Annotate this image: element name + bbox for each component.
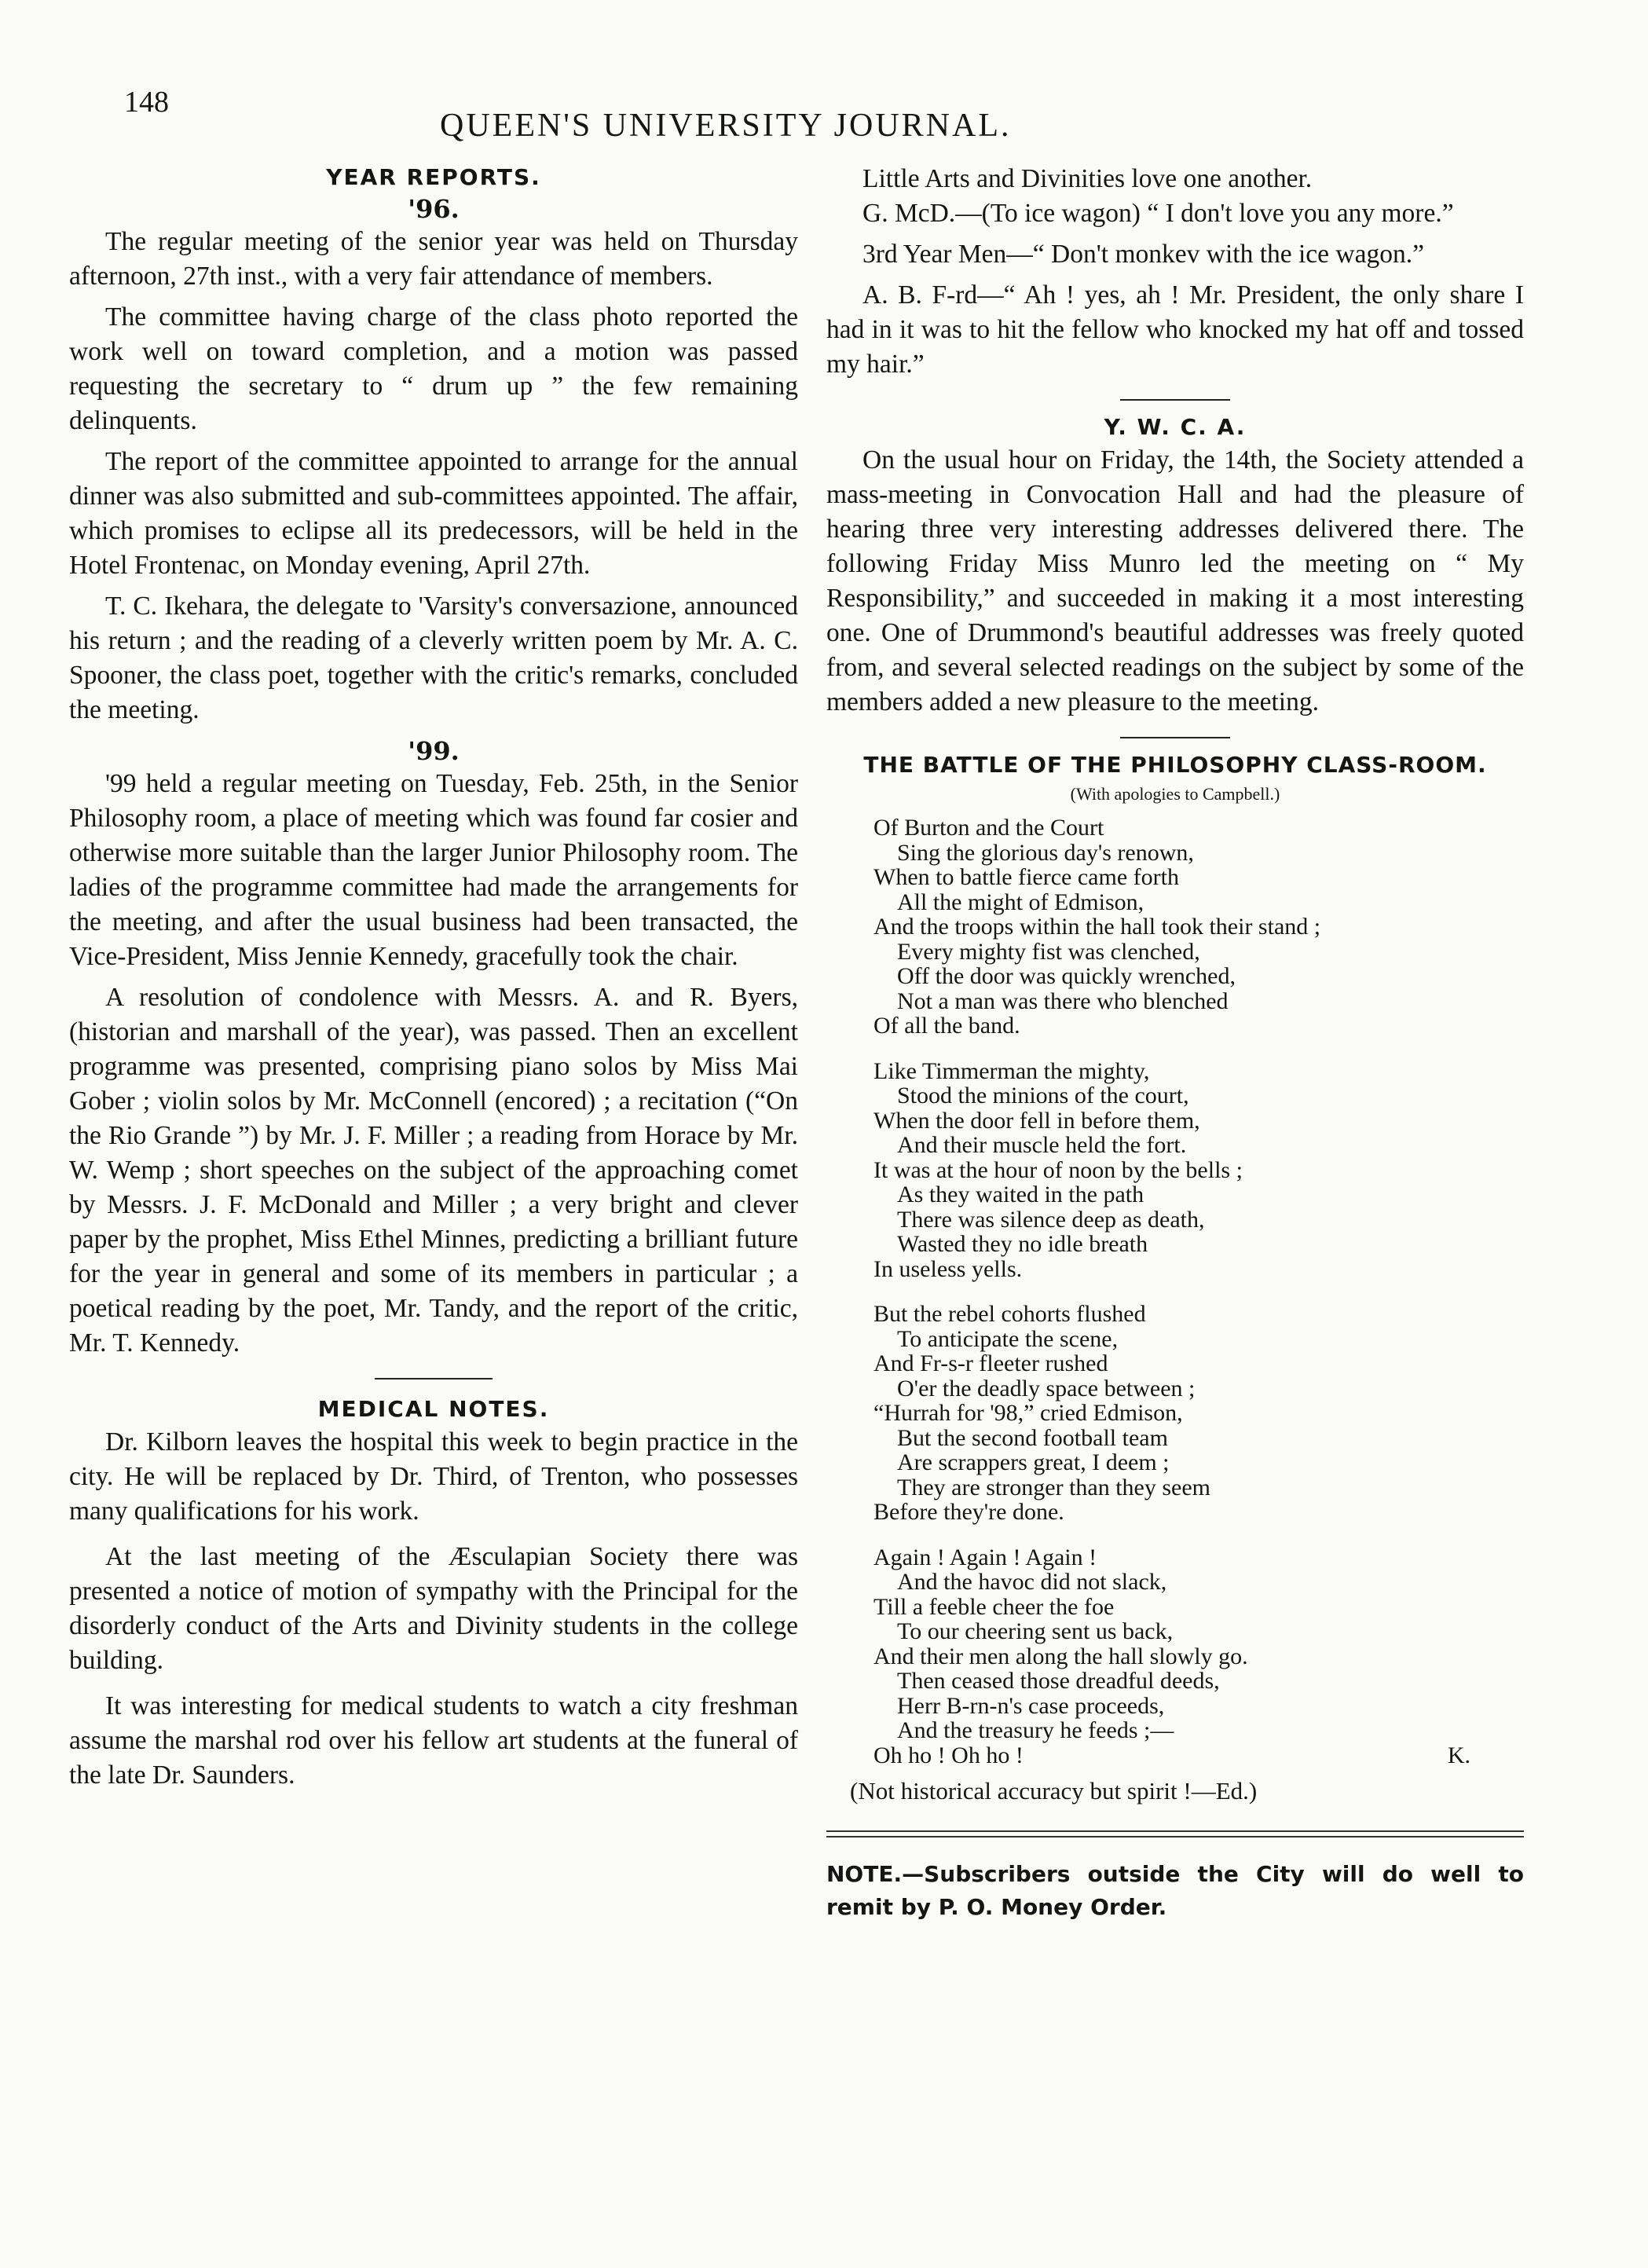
poem-stanza	[873, 1545, 1524, 1768]
poem-line: And Fr-s-r fleeter rushed	[873, 1350, 1108, 1376]
medical-notes-heading: MEDICAL NOTES.	[317, 1396, 550, 1422]
poem-line: Wasted they no idle breath	[897, 1231, 1148, 1257]
poem-line: To anticipate the scene,	[897, 1325, 1119, 1352]
double-rule	[826, 1830, 1524, 1837]
poem-line: And the troops within the hall took their stand ;	[873, 914, 1321, 940]
poem-stanza	[873, 1059, 1524, 1282]
poem-line: Of all the band.	[873, 1013, 1020, 1039]
year-99-heading: '99.	[408, 736, 460, 766]
poem-line: “Hurrah for '98,” cried Edmison,	[873, 1400, 1183, 1426]
subscription-notice: NOTE.—Subscribers outside the City will do well to remit by P. O. Money Order.	[826, 1861, 1524, 1920]
y96-paragraph: T. C. Ikehara, the delegate to 'Varsity's conversazione, announced his return ; and the reading of a cleverly written poem by Mr. A. C. Spooner, the class poet, together with the critic's remarks, concluded the meeting.	[69, 592, 798, 724]
poem-line: Herr B-rn-n's case proceeds,	[897, 1692, 1165, 1719]
jokes-line: 3rd Year Men—“ Don't monkev with the ice wagon.”	[862, 240, 1424, 269]
poem-line: As they waited in the path	[897, 1182, 1144, 1207]
medical-paragraph: It was interesting for medical students to watch a city freshman assume the marshal rod over his fellow art students at the funeral of the late Dr. Saunders.	[69, 1691, 798, 1790]
poem-line: Then ceased those dreadful deeds,	[897, 1668, 1220, 1694]
poem-line: Are scrappers great, I deem ;	[897, 1449, 1170, 1475]
poem-signature: K.	[1447, 1742, 1470, 1768]
jokes-line: A. B. F-rd—“ Ah ! yes, ah ! Mr. President, the only share I had in it was to hit the fellow who knocked my hat off and tossed my hair.”	[826, 280, 1524, 379]
poem-line: Like Timmerman the mighty,	[873, 1057, 1150, 1084]
poem-line: But the second football team	[897, 1424, 1168, 1451]
poem-line: Again ! Again ! Again !	[873, 1544, 1097, 1570]
medical-paragraph: At the last meeting of the Æsculapian Society there was presented a notice of motion of sympathy with the Principal for the disorderly conduct of the Arts and Divinity students in the college building.	[69, 1542, 798, 1675]
poem-title: THE BATTLE OF THE PHILOSOPHY CLASS-ROOM.	[863, 752, 1487, 778]
ywca-heading: Y. W. C. A.	[1104, 414, 1247, 440]
poem-line: It was at the hour of noon by the bells ;	[873, 1156, 1243, 1183]
right-column	[826, 162, 1524, 1924]
y96-paragraph: The regular meeting of the senior year was held on Thursday afternoon, 27th inst., with a very fair attendance of members.	[69, 227, 798, 291]
poem-line: Oh ho ! Oh ho !	[873, 1742, 1024, 1768]
poem-line: O'er the deadly space between ;	[897, 1375, 1196, 1401]
poem-line: But the rebel cohorts flushed	[873, 1301, 1146, 1327]
poem-line: Before they're done.	[873, 1499, 1064, 1525]
section-divider	[1120, 399, 1230, 401]
poem-stanza	[873, 1302, 1524, 1525]
poem-line: To our cheering sent us back,	[897, 1618, 1174, 1644]
poem-line: Stood the minions of the court,	[897, 1083, 1189, 1108]
poem-line: Of Burton and the Court	[873, 815, 1104, 841]
poem-line: When the door fell in before them,	[873, 1107, 1200, 1134]
poem-line: Till a feeble cheer the foe	[873, 1593, 1115, 1620]
poem-line: Every mighty fist was clenched,	[897, 938, 1200, 965]
section-divider	[1120, 737, 1230, 738]
y99-paragraph: '99 held a regular meeting on Tuesday, Feb. 25th, in the Senior Philosophy room, a place of meeting which was found far cosier and otherwise more suitable than the larger Junior Philosophy room. The ladies of the programme committee had made the arrangements for the meeting, and after the usual business had been transacted, the Vice-President, Miss Jennie Kennedy, gracefully took the chair.	[69, 769, 798, 971]
poem-line: They are stronger than they seem	[897, 1474, 1211, 1500]
poem-line: In useless yells.	[873, 1255, 1023, 1282]
page-number: 148	[124, 86, 169, 119]
editor-note: (Not historical accuracy but spirit !—Ed.)	[850, 1777, 1258, 1805]
poem-stanza	[873, 815, 1524, 1039]
poem-line: Off the door was quickly wrenched,	[897, 963, 1236, 989]
poem-line: And their muscle held the fort.	[897, 1132, 1187, 1158]
poem-line: There was silence deep as death,	[897, 1206, 1205, 1233]
section-divider	[375, 1378, 493, 1379]
running-title: QUEEN'S UNIVERSITY JOURNAL.	[440, 108, 1012, 144]
poem-line: When to battle fierce came forth	[873, 864, 1179, 890]
left-column	[69, 162, 798, 1793]
poem-final-line	[873, 1743, 1470, 1768]
medical-paragraph: Dr. Kilborn leaves the hospital this week to begin practice in the city. He will be replaced by Dr. Third, of Trenton, who possesses many qualifications for his work.	[69, 1427, 798, 1526]
y99-paragraph: A resolution of condolence with Messrs. A. and R. Byers, (historian and marshall of the year), was passed. Then an excellent programme was presented, comprising piano solos by Miss Mai Gober ; violin solos by Mr. McConnell (encored) ; a recitation (“On the Rio Grande ”) by Mr. J. F. Miller ; a reading from Horace by Mr. W. Wemp ; short speeches on the subject of the approaching comet by Messrs. J. F. McDonald and Miller ; a very bright and clever paper by the prophet, Miss Ethel Minnes, predicting a brilliant future for the year in general and some of its members in particular ; a poetical reading by the poet, Mr. Tandy, and the report of the critic, Mr. T. Kennedy.	[69, 983, 798, 1358]
poem-line: And the havoc did not slack,	[897, 1569, 1167, 1595]
year-96-heading: '96.	[408, 194, 460, 224]
y96-paragraph: The report of the committee appointed to arrange for the annual dinner was also submitted and sub-committees appointed. The affair, which promises to eclipse all its predecessors, will be held in the Hotel Frontenac, on Monday evening, April 27th.	[69, 447, 798, 580]
poem-line: And the treasury he feeds ;—	[897, 1717, 1174, 1743]
jokes-line: Little Arts and Divinities love one another.	[862, 164, 1313, 193]
poem-line: Sing the glorious day's renown,	[897, 839, 1194, 866]
poem-line: And their men along the hall slowly go.	[873, 1643, 1248, 1669]
ywca-paragraph: On the usual hour on Friday, the 14th, the Society attended a mass-meeting in Convocation Hall and had the pleasure of hearing three very interesting addresses delivered there. The following Friday Miss Munro led the meeting on “ My Responsibility,” and succeeded in making it a most interesting one. One of Drummond's beautiful addresses was freely quoted from, and several selected readings on the subject by some of the members added a new pleasure to the meeting.	[826, 445, 1524, 716]
year-reports-heading: YEAR REPORTS.	[326, 164, 541, 190]
poem-subtitle: (With apologies to Campbell.)	[1070, 784, 1280, 804]
jokes-line: G. McD.—(To ice wagon) “ I don't love you any more.”	[862, 199, 1454, 228]
y96-paragraph: The committee having charge of the class photo reported the work well on toward completion, and a motion was passed requesting the secretary to “ drum up ” the few remaining delinquents.	[69, 302, 798, 435]
poem-line: All the might of Edmison,	[897, 889, 1144, 915]
poem-line: Not a man was there who blenched	[897, 987, 1229, 1014]
